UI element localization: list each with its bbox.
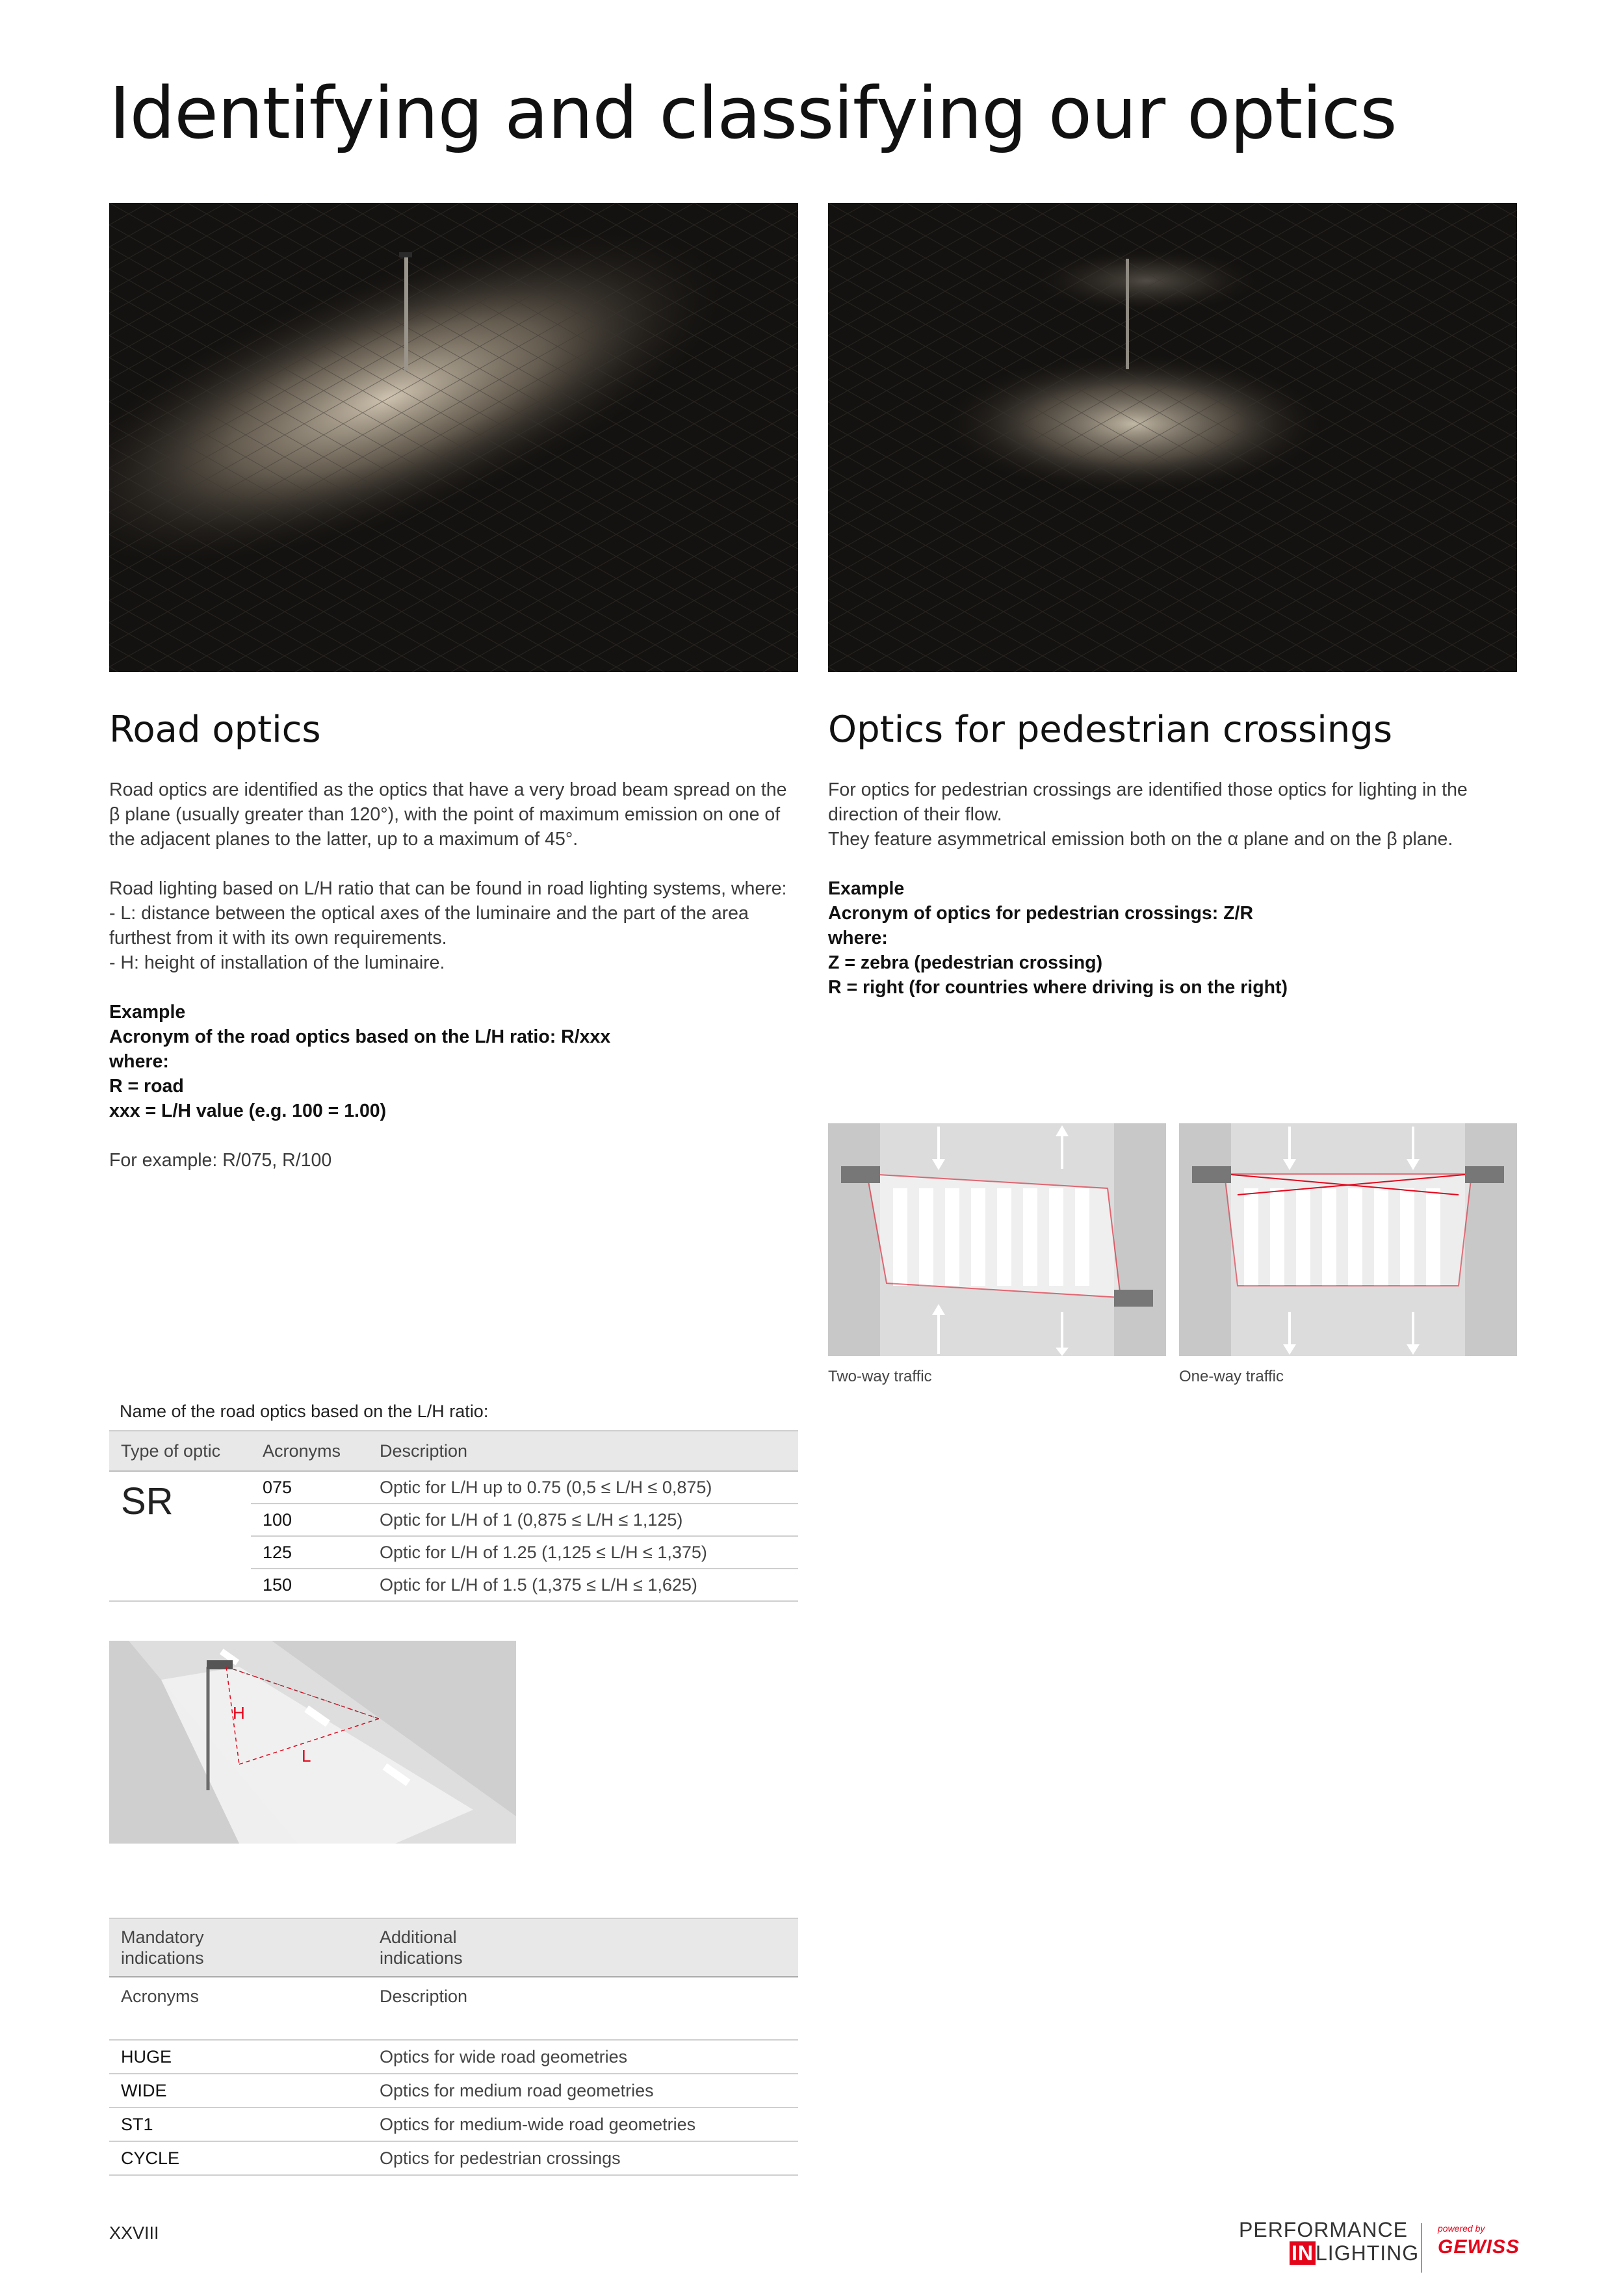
brand-lighting: LIGHTING <box>1316 2241 1420 2265</box>
road-para2-line3: - H: height of installation of the luminaire. <box>109 952 445 973</box>
road-example-where: where: <box>109 1051 169 1072</box>
page-number: XXVIII <box>109 2223 159 2243</box>
pedestrian-example-where: where: <box>828 928 888 948</box>
lh-road-diagram <box>109 1641 516 1844</box>
row-acronym: 100 <box>251 1504 368 1536</box>
row-acronym: HUGE <box>109 2040 368 2074</box>
gewiss-wordmark: GEWISS <box>1438 2236 1520 2258</box>
pedestrian-para-line1: For optics for pedestrian crossings are identified those optics for lighting in the direction of their flow. <box>828 779 1468 825</box>
subheader-description: Description <box>368 1977 798 2040</box>
pedestrian-example-r: R = right (for countries where driving is on the right) <box>828 977 1288 998</box>
one-way-traffic-diagram <box>1179 1123 1517 1356</box>
header-acronyms: Acronyms <box>251 1431 368 1471</box>
indications-header-row <box>109 1918 798 1977</box>
row-description: Optics for wide road geometries <box>368 2040 798 2074</box>
powered-by: powered by <box>1438 2223 1485 2234</box>
pedestrian-para-line2: They feature asymmetrical emission both on the α plane and on the β plane. <box>828 829 1453 850</box>
pedestrian-example-z: Z = zebra (pedestrian crossing) <box>828 952 1103 973</box>
indications-table <box>109 1918 798 2176</box>
brand-performance: PERFORMANCE <box>1239 2218 1408 2241</box>
table-row <box>109 2040 798 2074</box>
optic-type-sr: SR <box>109 1471 251 1601</box>
road-example-label: Example <box>109 1002 186 1023</box>
road-para1: Road optics are identified as the optics that have a very broad beam spread on the β plane (usually greater than 120°), with the point of maximum emission on one of the adjacent planes to the latter, up to a maximum of 45°. <box>109 779 787 850</box>
road-optics-photo <box>109 203 798 672</box>
brand-in: IN <box>1290 2241 1316 2265</box>
row-acronym: 125 <box>251 1536 368 1569</box>
header-mandatory-text: Mandatory indications <box>121 1927 204 1968</box>
road-example-r: R = road <box>109 1076 184 1097</box>
performance-in-lighting-logo <box>1239 2218 1420 2276</box>
pedestrian-example-acronym: Acronym of optics for pedestrian crossings: Z/R <box>828 903 1254 924</box>
page-title: Identifying and classifying our optics <box>109 72 1397 155</box>
h-label: H <box>233 1703 245 1723</box>
row-acronym: CYCLE <box>109 2141 368 2175</box>
table-row <box>109 2141 798 2175</box>
indications-subheader-row <box>109 1977 798 2040</box>
row-description: Optic for L/H of 1.5 (1,375 ≤ L/H ≤ 1,625) <box>368 1569 798 1601</box>
table-row <box>109 1471 798 1504</box>
header-additional-text: Additional indications <box>380 1927 463 1968</box>
road-optics-heading: Road optics <box>109 709 321 751</box>
row-acronym: WIDE <box>109 2074 368 2107</box>
road-optics-description <box>109 777 798 1173</box>
pedestrian-optics-description <box>828 777 1517 1000</box>
row-description: Optic for L/H of 1 (0,875 ≤ L/H ≤ 1,125) <box>368 1504 798 1536</box>
one-way-traffic-caption: One-way traffic <box>1179 1368 1284 1385</box>
gewiss-logo <box>1438 2223 1520 2258</box>
table-row <box>109 2107 798 2141</box>
road-example-acronym: Acronym of the road optics based on the L/H ratio: R/xxx <box>109 1026 611 1047</box>
subheader-acronyms: Acronyms <box>109 1977 368 2040</box>
road-example-xxx: xxx = L/H value (e.g. 100 = 1.00) <box>109 1101 387 1121</box>
lh-table-header-row <box>109 1431 798 1471</box>
lh-table-caption: Name of the road optics based on the L/H ratio: <box>120 1402 489 1421</box>
road-para2-line2: - L: distance between the optical axes of the luminaire and the part of the area furthest from it with its own requirements. <box>109 903 749 948</box>
two-way-traffic-caption: Two-way traffic <box>828 1368 932 1385</box>
header-additional <box>368 1918 798 1977</box>
header-mandatory <box>109 1918 368 1977</box>
header-description: Description <box>368 1431 798 1471</box>
header-type-of-optic: Type of optic <box>109 1431 251 1471</box>
row-acronym: ST1 <box>109 2107 368 2141</box>
pedestrian-optics-heading: Optics for pedestrian crossings <box>828 709 1392 751</box>
table-row <box>109 2074 798 2107</box>
footer-divider <box>1421 2223 1422 2273</box>
road-for-example: For example: R/075, R/100 <box>109 1150 332 1171</box>
pedestrian-optics-photo <box>828 203 1517 672</box>
lh-ratio-table <box>109 1430 798 1602</box>
road-para2-line1: Road lighting based on L/H ratio that can be found in road lighting systems, where: <box>109 878 787 899</box>
row-description: Optic for L/H up to 0.75 (0,5 ≤ L/H ≤ 0,875) <box>368 1471 798 1504</box>
row-description: Optics for medium-wide road geometries <box>368 2107 798 2141</box>
two-way-traffic-diagram <box>828 1123 1166 1356</box>
row-acronym: 075 <box>251 1471 368 1504</box>
row-description: Optic for L/H of 1.25 (1,125 ≤ L/H ≤ 1,375) <box>368 1536 798 1569</box>
l-label: L <box>302 1746 311 1766</box>
pedestrian-example-label: Example <box>828 878 905 899</box>
row-acronym: 150 <box>251 1569 368 1601</box>
row-description: Optics for pedestrian crossings <box>368 2141 798 2175</box>
row-description: Optics for medium road geometries <box>368 2074 798 2107</box>
